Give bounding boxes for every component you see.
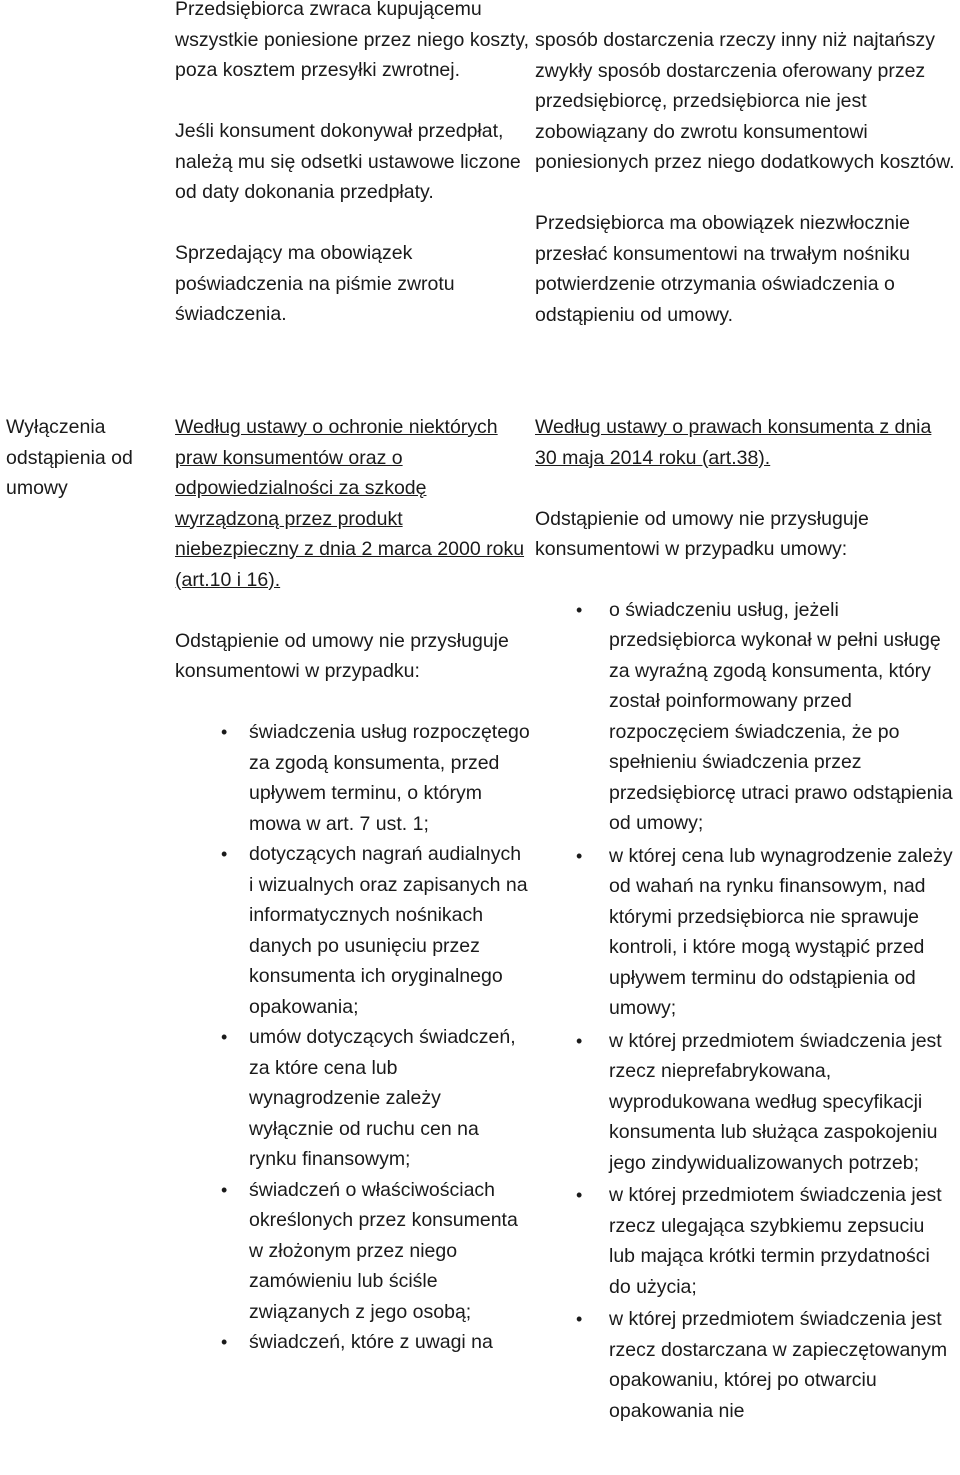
list-item: • w której cena lub wynagrodzenie zależy od wahań na rynku finansowym, nad którymi przedsiębiorca nie sprawuje kontroli, i które mogą wystąpić przed upływem terminu do odstąpienia od umowy; (609, 841, 955, 1024)
top-right-cell (535, 25, 955, 330)
list-item: • w której przedmiotem świadczenia jest rzecz ulegająca szybkiemu zepsuciu lub mająca krótki termin przydatności do użycia; (609, 1180, 955, 1302)
list-item: • świadczeń, które z uwagi na (249, 1327, 530, 1358)
refund-costs-paragraph: Przedsiębiorca zwraca kupującemu wszystkie poniesione przez niego koszty, poza kosztem przesyłki zwrotnej. (175, 0, 530, 81)
bullet-icon: • (221, 844, 228, 864)
withdrawal-confirmation-paragraph: Przedsiębiorca ma obowiązek niezwłocznie przesłać konsumentowi na trwałym nośniku potwierdzenie otrzymania oświadczenia o odstąpieniu od umowy. (535, 212, 911, 326)
list-item: • o świadczeniu usług, jeżeli przedsiębiorca wykonał w pełni usługę za wyraźną zgodą konsumenta, który został poinformowany przed rozpoczęciem świadczenia, że po spełnieniu świadczenia przez przedsiębiorcę utraci prawo odstąpienia od umowy; (609, 595, 955, 839)
act-2000-exclusion-list (175, 717, 530, 1358)
exclusions-right-cell (535, 412, 955, 1426)
top-middle-cell (175, 0, 530, 330)
bullet-icon: • (221, 1027, 228, 1047)
bullet-icon: • (576, 1030, 583, 1051)
act-2000-heading: Według ustawy o ochronie niektórych praw konsumentów oraz o odpowiedzialności za szkodę wyrządzoną przez produkt niebezpieczny z dnia 2 marca 2000 roku (art.10 i 16). (175, 416, 525, 591)
list-item: • w której przedmiotem świadczenia jest rzecz dostarczana w zapieczętowanym opakowaniu, której po otwarciu opakowania nie (609, 1304, 955, 1426)
prepayment-interest-paragraph: Jeśli konsument dokonywał przedpłat, należą mu się odsetki ustawowe liczone od daty dokonania przedpłaty. (175, 120, 521, 203)
bullet-icon: • (221, 1179, 228, 1200)
list-item: • umów dotyczących świadczeń, za które cena lub wynagrodzenie zależy wyłącznie od ruchu cen na rynku finansowym; (249, 1022, 530, 1175)
row-label-exclusions: Wyłączenia odstąpienia od umowy (6, 416, 133, 499)
act-2000-intro: Odstąpienie od umowy nie przysługuje konsumentowi w przypadku: (175, 629, 509, 682)
list-item: • świadczenia usług rozpoczętego za zgodą konsumenta, przed upływem terminu, o którym mowa w art. 7 ust. 1; (249, 717, 530, 839)
list-item: • w której przedmiotem świadczenia jest rzecz nieprefabrykowana, wyprodukowana według specyfikacji konsumenta lub służąca zaspokojeniu jego zindywidualizowanych potrzeb; (609, 1026, 955, 1179)
bullet-icon: • (576, 1185, 583, 1205)
list-item: • świadczeń o właściwościach określonych przez konsumenta w złożonym przez niego zamówieniu lub ściśle związanych z jego osobą; (249, 1175, 530, 1328)
list-item: • dotyczących nagrań audialnych i wizualnych oraz zapisanych na informatycznych nośnikach danych po usunięciu przez konsumenta ich oryginalnego opakowania; (249, 839, 530, 1022)
exclusions-middle-cell (175, 412, 530, 1358)
delivery-costs-paragraph: sposób dostarczenia rzeczy inny niż najtańszy zwykły sposób dostarczenia oferowany przez przedsiębiorcę, przedsiębiorca nie jest zobowiązany do zwrotu konsumentowi poniesionych przez niego dodatkowych kosztów. (535, 29, 955, 173)
act-2014-intro: Odstąpienie od umowy nie przysługuje konsumentowi w przypadku umowy: (535, 507, 869, 560)
bullet-icon: • (576, 599, 583, 620)
bullet-icon: • (576, 1309, 583, 1329)
act-2014-exclusion-list (535, 595, 955, 1427)
bullet-icon: • (576, 845, 583, 866)
return-confirmation-paragraph: Sprzedający ma obowiązek poświadczenia na piśmie zwrotu świadczenia. (175, 242, 455, 325)
act-2014-heading: Według ustawy o prawach konsumenta z dnia 30 maja 2014 roku (art.38). (535, 416, 932, 469)
bullet-icon: • (221, 1332, 228, 1352)
bullet-icon: • (221, 722, 228, 742)
